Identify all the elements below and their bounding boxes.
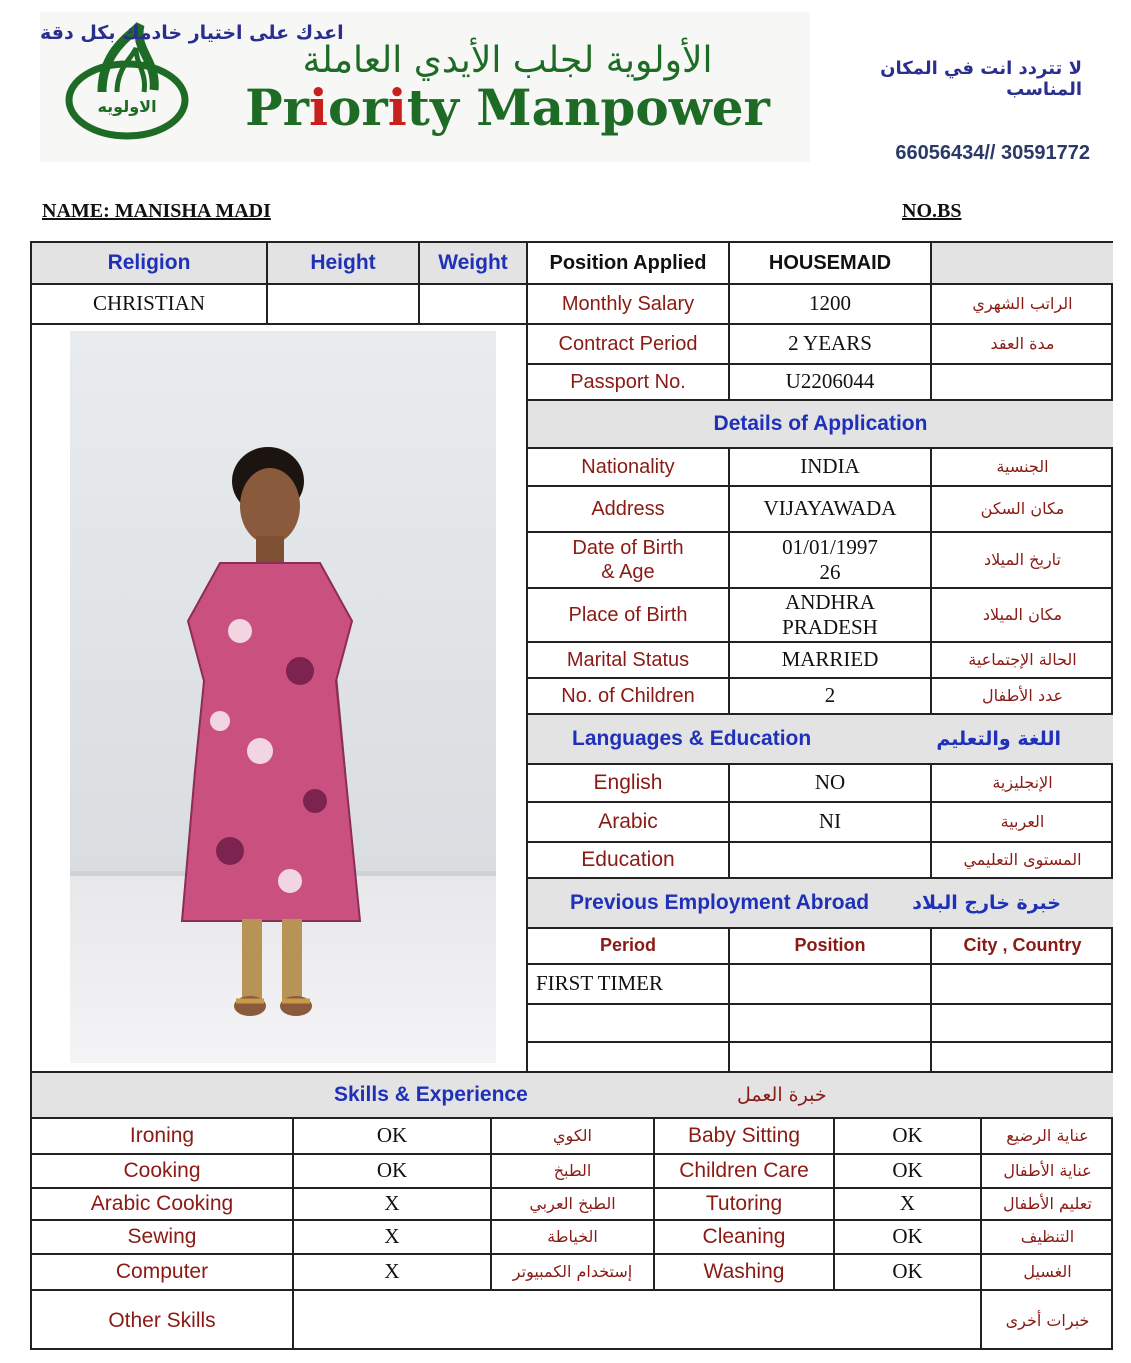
- weight-value: [420, 285, 528, 325]
- skill-arabic-cooking-label: Arabic Cooking: [32, 1189, 294, 1221]
- phone-numbers: 66056434// 30591772: [895, 142, 1090, 164]
- document-header: [0, 0, 1131, 190]
- languages-title-row: [528, 715, 1113, 765]
- marital-status-value: MARRIED: [730, 643, 932, 679]
- employment-row-2-city: [932, 1005, 1113, 1043]
- children-ar: عدد الأطفال: [932, 679, 1113, 715]
- skill-children-care-value: OK: [835, 1155, 982, 1189]
- education-value: [730, 843, 932, 879]
- skill-tutoring-ar: تعليم الأطفال: [982, 1189, 1113, 1221]
- logo-english-name: Priority Manpower: [245, 78, 770, 137]
- candidate-photo: [70, 331, 496, 1063]
- employment-row-1-position: [730, 965, 932, 1005]
- religion-value: CHRISTIAN: [32, 285, 268, 325]
- details-title: Details of Application: [528, 401, 1113, 449]
- skill-washing-label: Washing: [655, 1255, 835, 1291]
- skill-baby-sitting-ar: عناية الرضيع: [982, 1119, 1113, 1155]
- dob-label: Date of Birth & Age: [528, 533, 730, 589]
- skill-cleaning-ar: التنظيف: [982, 1221, 1113, 1255]
- languages-title-ar: اللغة والتعليم: [936, 727, 1061, 750]
- other-skills-value: [294, 1291, 982, 1350]
- tagline-left: اعدك على اختيار خادمك بكل دقة: [40, 22, 344, 44]
- education-ar: المستوى التعليمي: [932, 843, 1113, 879]
- skill-cooking-value: OK: [294, 1155, 492, 1189]
- photo-frame: [32, 325, 528, 1073]
- employment-city-header: City , Country: [932, 929, 1113, 965]
- skill-arabic-cooking-ar: الطبخ العربي: [492, 1189, 655, 1221]
- passport-label: Passport No.: [528, 365, 730, 401]
- dob-ar: تاريخ الميلاد: [932, 533, 1113, 589]
- height-header: Height: [268, 243, 420, 285]
- employment-row-2-period: [528, 1005, 730, 1043]
- employment-position-header: Position: [730, 929, 932, 965]
- place-of-birth-ar: مكان الميلاد: [932, 589, 1113, 643]
- employment-title: Previous Employment Abroad: [570, 891, 870, 915]
- arabic-label: Arabic: [528, 803, 730, 843]
- reference-number: NO.BS: [902, 200, 962, 222]
- weight-header: Weight: [420, 243, 528, 285]
- other-skills-ar: خبرات أخرى: [1005, 1310, 1090, 1330]
- skill-computer-value: X: [294, 1255, 492, 1291]
- skill-sewing-label: Sewing: [32, 1221, 294, 1255]
- skill-children-care-label: Children Care: [655, 1155, 835, 1189]
- candidate-name: NAME: MANISHA MADI: [42, 200, 271, 222]
- application-sheet: [30, 241, 1113, 1350]
- skill-cooking-ar: الطبخ: [492, 1155, 655, 1189]
- contract-period-ar: مدة العقد: [932, 325, 1113, 365]
- arabic-value: NI: [730, 803, 932, 843]
- employment-row-3-position: [730, 1043, 932, 1073]
- marital-status-ar: الحالة الإجتماعية: [932, 643, 1113, 679]
- monthly-salary-label: Monthly Salary: [528, 285, 730, 325]
- skill-arabic-cooking-value: X: [294, 1189, 492, 1221]
- position-applied-value: HOUSEMAID: [730, 243, 932, 285]
- skill-tutoring-value: X: [835, 1189, 982, 1221]
- employment-row-2-position: [730, 1005, 932, 1043]
- tagline-right: لا تتردد انت في المكان المناسب: [880, 58, 1082, 100]
- skill-cleaning-label: Cleaning: [655, 1221, 835, 1255]
- skills-title: Skills & Experience: [334, 1083, 528, 1107]
- skill-cleaning-value: OK: [835, 1221, 982, 1255]
- skill-cooking-label: Cooking: [32, 1155, 294, 1189]
- english-value: NO: [730, 765, 932, 803]
- skill-washing-value: OK: [835, 1255, 982, 1291]
- languages-title: Languages & Education: [572, 727, 812, 751]
- employment-title-ar: خبرة خارج البلاد: [912, 891, 1061, 914]
- employment-row-3-period: [528, 1043, 730, 1073]
- religion-header: Religion: [32, 243, 268, 285]
- employment-row-3-city: [932, 1043, 1113, 1073]
- skill-tutoring-label: Tutoring: [655, 1189, 835, 1221]
- place-of-birth-label: Place of Birth: [528, 589, 730, 643]
- logo-emblem-text: الاولويه: [97, 97, 157, 116]
- passport-ar: [932, 365, 1113, 401]
- skill-computer-label: Computer: [32, 1255, 294, 1291]
- skill-ironing-value: OK: [294, 1119, 492, 1155]
- english-ar: الإنجليزية: [932, 765, 1113, 803]
- english-label: English: [528, 765, 730, 803]
- monthly-salary-ar: الراتب الشهري: [932, 285, 1113, 325]
- employment-row-1-city: [932, 965, 1113, 1005]
- skills-title-ar: خبرة العمل: [737, 1083, 827, 1106]
- skill-computer-ar: إستخدام الكمبيوتر: [492, 1255, 655, 1291]
- contract-period-value: 2 YEARS: [730, 325, 932, 365]
- skill-sewing-ar: الخياطة: [492, 1221, 655, 1255]
- logo-arabic-name: الأولوية لجلب الأيدي العاملة: [302, 40, 713, 81]
- other-skills-label: Other Skills: [32, 1291, 294, 1350]
- height-value: [268, 285, 420, 325]
- nationality-ar: الجنسية: [932, 449, 1113, 487]
- address-ar: مكان السكن: [932, 487, 1113, 533]
- contract-period-label: Contract Period: [528, 325, 730, 365]
- employment-title-row: [528, 879, 1113, 929]
- skill-ironing-label: Ironing: [32, 1119, 294, 1155]
- dob-value: 01/01/1997 26: [730, 533, 932, 589]
- nationality-value: INDIA: [730, 449, 932, 487]
- skill-ironing-ar: الكوي: [492, 1119, 655, 1155]
- position-applied-label: Position Applied: [528, 243, 730, 285]
- place-of-birth-value: ANDHRA PRADESH: [730, 589, 932, 643]
- skill-sewing-value: X: [294, 1221, 492, 1255]
- education-label: Education: [528, 843, 730, 879]
- employment-period-header: Period: [528, 929, 730, 965]
- skills-title-row: [32, 1073, 1113, 1119]
- monthly-salary-value: 1200: [730, 285, 932, 325]
- employment-row-1-period: FIRST TIMER: [528, 965, 730, 1005]
- marital-status-label: Marital Status: [528, 643, 730, 679]
- skill-children-care-ar: عناية الأطفال: [982, 1155, 1113, 1189]
- address-label: Address: [528, 487, 730, 533]
- arabic-ar: العربية: [932, 803, 1113, 843]
- skill-baby-sitting-value: OK: [835, 1119, 982, 1155]
- skill-baby-sitting-label: Baby Sitting: [655, 1119, 835, 1155]
- nationality-label: Nationality: [528, 449, 730, 487]
- position-applied-blank: [932, 243, 1113, 285]
- children-value: 2: [730, 679, 932, 715]
- skill-washing-ar: الغسيل: [982, 1255, 1113, 1291]
- children-label: No. of Children: [528, 679, 730, 715]
- passport-value: U2206044: [730, 365, 932, 401]
- address-value: VIJAYAWADA: [730, 487, 932, 533]
